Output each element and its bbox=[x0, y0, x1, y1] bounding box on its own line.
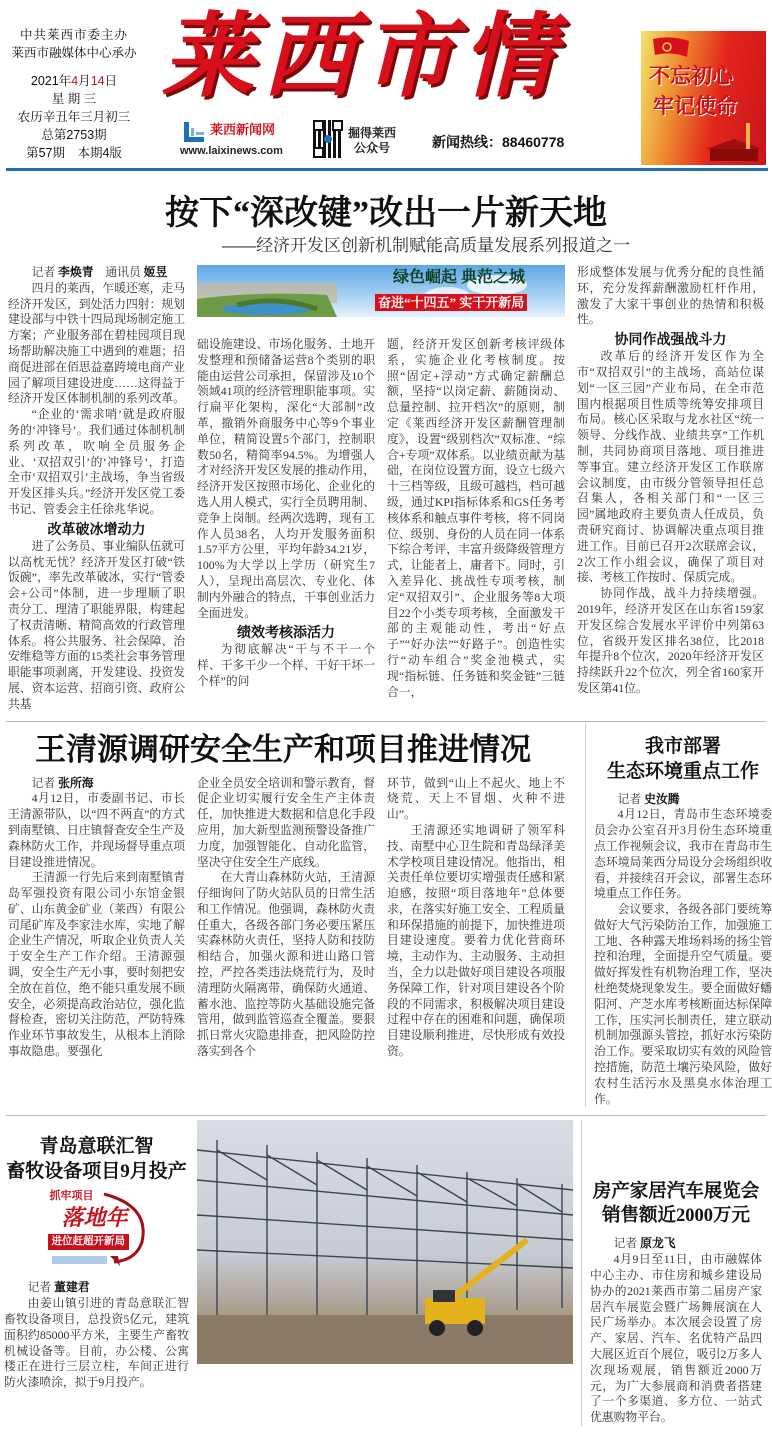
news-site-name: 莱西新闻网 bbox=[210, 122, 276, 137]
qr-label: 掘得莱西 公众号 bbox=[348, 126, 397, 155]
paragraph: 改革后的经济开发区作为全市“双招双引”的主战场，高站位谋划“一区三园”产业布局，在全市范围内根据项目性质等统筹安排项目布局。核心区采取与龙水社区“统一领导、分线作战、业绩共享”工作机制，共同协商项目落地、项目推进等事宜。建立经济开发区工作联席会议制度，由市级分管领导担任总召集人，各相关部门和“一区三园”属地政府主要负责人任成员，负责研究商讨、协调解决重点项目推进工作。目前已召开2次联席会议，2次工作小组会议，确保了项目对接、考核工作按时、保质完成。 bbox=[577, 349, 764, 585]
party-slogan-banner bbox=[641, 31, 766, 165]
banner-line1: 不忘初心 bbox=[649, 64, 733, 88]
paragraph: 协同作战，战斗力持续增强。2019年，经济开发区在山东省159家开发区综合发展水平评价中列第63位，省级开发区排名38位，比2018年提升8个位次，2020年经济开发区持续跃升22个位次，列全省160家开发区第41位。 bbox=[577, 586, 764, 695]
party-flag-icon bbox=[651, 35, 691, 61]
paragraph: 形成整体发展与优秀分配的良性循环，充分发挥薪酬激励杠杆作用，激发了大家干事创业的热情和积极性。 bbox=[577, 265, 764, 327]
article1-column4 bbox=[577, 265, 764, 697]
paragraph: 为彻底解决“干与不干一个样、干多干少一个样、干好干坏一个样”的问 bbox=[197, 642, 375, 689]
news-site-url: www.laixinews.com bbox=[180, 145, 283, 157]
total-issue: 总第2753期 bbox=[41, 128, 107, 142]
article3-headline: 我市部署 生态环境重点工作 bbox=[606, 735, 759, 782]
news-site-icon bbox=[182, 120, 206, 144]
article3 bbox=[594, 722, 772, 1108]
article2-column3 bbox=[387, 776, 565, 1060]
article2-column1 bbox=[8, 776, 185, 1060]
article4-byline: 记者 董建君 bbox=[27, 1280, 90, 1295]
issue-date: 2021年4月14日 bbox=[30, 74, 118, 88]
project-year-logo: 抓牢项目 落地年 进位赶超开新局 bbox=[42, 1190, 152, 1270]
article2-columns bbox=[8, 776, 577, 1060]
right-column-divider bbox=[581, 1120, 582, 1426]
article2-headline: 王清源调研安全生产和项目推进情况 bbox=[35, 731, 531, 767]
section-divider bbox=[6, 1115, 766, 1116]
section-heading: 协同作战强战斗力 bbox=[614, 331, 727, 348]
paragraph: 在大青山森林防火站，王清源仔细询问了防火站队员的日常生活和工作情况。他强调，森林防火责任重大，各级各部门务必要压紧压实森林防火责任，坚持人防和技防相结合，加强火源和进山路口管控，严控各类违法烧荒行为，及时清理防火隔离带，确保防火通道、蓄水池、监控等防火基础设施完备管用，做到监管巡查全覆盖。要狠抓日常火灾隐患排查，把风险防控落实到各个 bbox=[197, 870, 375, 1059]
paragraph: 4月12日，市委副书记、市长王清源带队，以“四不两直”的方式到南墅镇、日庄镇督查安全生产及森林防火工作，并现场督导重点项目建设推进情况。 bbox=[8, 791, 185, 869]
organizer: 莱西市融媒体中心承办 bbox=[11, 46, 137, 60]
weekday: 星 期 三 bbox=[51, 92, 97, 106]
article1-column2 bbox=[197, 337, 375, 690]
article5-byline: 记者 原龙飞 bbox=[613, 1236, 676, 1251]
article1-subtitle: ——经济开发区创新机制赋能高质量发展系列报道之一 bbox=[222, 236, 630, 255]
paragraph: 王清源还实地调研了领军科技、南墅中心卫生院和青岛绿泽美术学校项目建设情况。他指出，相关责任单位要切实增强责任感和紧迫感，按照“项目落地年”总体要求，在落实好施工安全、工程质量和环保措施的前提下，加快推进项目建设速度。要着力优化营商环境，主动作为、主动服务、主动担当，全力以赴做好项目建设各项服务保障工作，针对项目建设各个阶段的不同需求，积极解决项目建设过程中存在的困难和问题，确保项目建设顺利推进，尽快形成有效投资。 bbox=[387, 822, 565, 1059]
article5-headline: 房产家居汽车展览会 销售额近2000万元 bbox=[592, 1182, 760, 1227]
paragraph: 由姜山镇引进的青岛意联汇智畜牧设备项目，总投资5亿元，建筑面积约85000平方米，主要生产畜牧机械设备等。目前，办公楼、公寓楼正在进行三层立柱，车间正进行防火漆喷涂，拟于9月投产。 bbox=[4, 1296, 189, 1390]
article1-headline: 按下“深改键”改出一片新天地 bbox=[165, 195, 607, 232]
article4-body bbox=[4, 1280, 189, 1391]
newspaper-title: 莱西市情 bbox=[162, 6, 563, 108]
steel-frame-image bbox=[197, 1120, 573, 1364]
issue-number: 第57期 本期4版 bbox=[26, 146, 122, 160]
publisher: 中共莱西市委主办 bbox=[19, 28, 128, 42]
paragraph: 题，经济开发区创新考核评级体系，实施企业化考核制度。按照“固定+浮动”方式确定薪酬总额，坚持“以岗定薪、薪随岗动、总量控制、拉开档次”的原则，制定《莱西经济开发区薪酬管理制度》，设置“级别档次”双标准、“综合+专项”双体系。以业绩贡献为基础，在岗位设置方面，设立七级六十三档等级，且级可越档，档可越级，通过KPI指标体系和GS任务考核体系和触点事件考核，将不同岗位、级别、身份的人员在同一体系下综合考评，丰富升级降级管理方式，让能者上，庸者下。同时，引入差异化、挑战性专项考核，制定“双招双引”、企业服务等8大项目22个小类专项考核，全面激发干部的主观能动性，考出“好点子”“好办法”“好路子”。创造性实行“动车组合”奖金池模式，实现“指标链、任务链和奖金链”三链合一， bbox=[387, 337, 565, 699]
paragraph: 4月9日至11日，由市融媒体中心主办、市住房和城乡建设局协办的2021莱西市第二届房产家居汽车展览会暨广场舞展演在人民广场举办。本次展会设置了房产、家居、汽车、名优特产品四大展区近百个展位，吸引2万多人次现场观展，销售额近2000万元，为广大参展商和消费者搭建了一个多渠道、多方位、一站式优惠购物平台。 bbox=[590, 1252, 762, 1425]
masthead bbox=[0, 0, 772, 175]
construction-site-photo bbox=[197, 1120, 573, 1364]
paragraph: “企业的‘需求哨’就是政府服务的‘冲锋号’。我们通过体制机制系列改革，吹响全员服务企业、‘双招双引’的‘冲锋号’，打造全市‘双招双引’主战场，争当省级开发区排头兵。”经济开发区党工委书记、管委会主任徐兆华说。 bbox=[8, 407, 185, 516]
article2-byline: 记者 张所海 bbox=[31, 775, 94, 790]
section-3 bbox=[4, 1120, 772, 1426]
article1-banner-image bbox=[197, 265, 565, 317]
masthead-info bbox=[8, 26, 140, 162]
section-heading: 改革破冰增动力 bbox=[47, 520, 146, 537]
qr-code[interactable] bbox=[313, 120, 343, 158]
article1-header bbox=[0, 175, 772, 257]
banner-line2: 奋进“十四五” 实干开新局 bbox=[375, 294, 527, 311]
paragraph: 王清源一行先后来到南墅镇青岛军强投资有限公司小东馆金银矿、山东黄金矿业（莱西）有限公司尾矿库及李家洼水库，实地了解企业生产情况，听取企业负责人关于安全生产工作介绍。王清源强调，安全生产无小事，要时刻把安全放在首位，绝不能只重发展不顾安全，必须提高政治站位，强化监督检查，密切关注防范，严防特殊作业环节事故发生，从根本上消除事故隐患。要强化 bbox=[8, 870, 185, 1059]
paragraph: 四月的莱西，乍暖还寒，走马经济开发区，到处活力四射：规划建设部与中铁十四局现场制定施工方案；产业服务部在碧桂园项目现场帮助解决施工中遇到的难题；招商促进部在佰思益嘉跨境电商产业园了解项目建设进度……这得益于经济开发区体制机制的系列改革。 bbox=[8, 280, 185, 406]
paragraph: 进了公务员、事业编队伍就可以高枕无忧？经济开发区打破“铁饭碗”，率先改革破冰，实行“管委会+公司”体制，进一步理顺了职责分工、理清了职能界限，构建起了权责清晰、精简高效的行政管理体系。将公共服务、社会保障、治安维稳等方面的15类社会事务管理职能事项剥离，开发建设、投资发展、资本运营、招商引资、政府公共基 bbox=[8, 538, 185, 711]
article1-column1 bbox=[8, 265, 185, 713]
banner-line1: 绿色崛起 典范之城 bbox=[393, 269, 526, 286]
paragraph: 础设施建设、市场化服务、土地开发整理和预储备运营8个类别的职能由运营公司承担，保留涉及10个领域41项的经济管理职能事项。实行扁平化架构，深化“大部制”改革，撤销外商服务中心等9个事业单位，精简设置5个部门，控制职数50名，精简率94.5%。为增强人才对经济开发区发展的推动作用，经济开发区按照市场化、企业化的选人用人模式，实行全员聘用制、竞争上岗制。经两次选聘，现有工作人员38名，人均开发服务面积1.57平方公里，平均年龄34.21岁，100%为大学以上学历（研究生7人），呈现出高层次、专业化、体制内外融合的特点，干事创业活力全面迸发。 bbox=[197, 337, 375, 620]
paragraph: 4月12日，青岛市生态环境委员会办公室召开3月份生态环境重点工作视频会议，我市在青岛市生态环境局莱西分局设分会场组织收看，并接续召开会议，部署生态环境重点工作任务。 bbox=[594, 807, 772, 901]
lunar-date: 农历辛丑年三月初三 bbox=[17, 110, 131, 124]
article3-body bbox=[594, 792, 772, 1108]
page-bottom-spacer bbox=[0, 1426, 772, 1434]
article1-byline: 记者 李焕青 通讯员 姬昱 bbox=[31, 265, 168, 279]
section-heading: 绩效考核添活力 bbox=[237, 624, 335, 641]
masthead-divider bbox=[6, 168, 768, 171]
article5-body bbox=[590, 1236, 762, 1426]
article5 bbox=[590, 1120, 762, 1426]
article3-byline: 记者 史汝腾 bbox=[617, 791, 680, 806]
article4-headline: 青岛意联汇智 畜牧设备项目9月投产 bbox=[6, 1136, 187, 1183]
qr-code-icon bbox=[313, 120, 343, 158]
news-hotline: 新闻热线：88460778 bbox=[432, 134, 565, 150]
right-column-divider bbox=[585, 722, 586, 1108]
section-2 bbox=[8, 722, 772, 1108]
article2 bbox=[8, 722, 577, 1108]
article4 bbox=[4, 1120, 189, 1391]
paragraph: 环节，做到“山上不起火、地上不烧荒、天上不冒烟、火种不进山”。 bbox=[387, 775, 565, 822]
tiananmen-icon bbox=[702, 123, 762, 163]
article2-column2 bbox=[197, 776, 375, 1060]
banner-line2: 牢记使命 bbox=[653, 94, 737, 118]
news-site-logo[interactable] bbox=[180, 120, 300, 160]
paragraph: 会议要求，各级各部门要统筹做好大气污染防治工作，加强施工工地、各种露天堆场料场的扬尘管控和治理，全面提升空气质量。要做好挥发性有机物治理工作，坚决杜绝焚烧现象发生。要全面做好蟠阳河、产芝水库考核断面达标保障工作，压实河长制责任，建立联动机制加强源头管控，抓好水污染防治工作。要采取切实有效的风险管控措施，防范土壤污染风险，做好农村生活污水及黑臭水体治理工作。 bbox=[594, 902, 772, 1106]
paragraph: 企业全员安全培训和警示教育，督促企业切实履行安全生产主体责任，加快推进大数据和信息化手段应用，加大新型监测预警设备推广力度，加强智能化、自动化监管，坚决守住安全生产底线。 bbox=[197, 775, 375, 869]
article1-column3 bbox=[387, 337, 565, 700]
article1-body bbox=[8, 265, 772, 713]
